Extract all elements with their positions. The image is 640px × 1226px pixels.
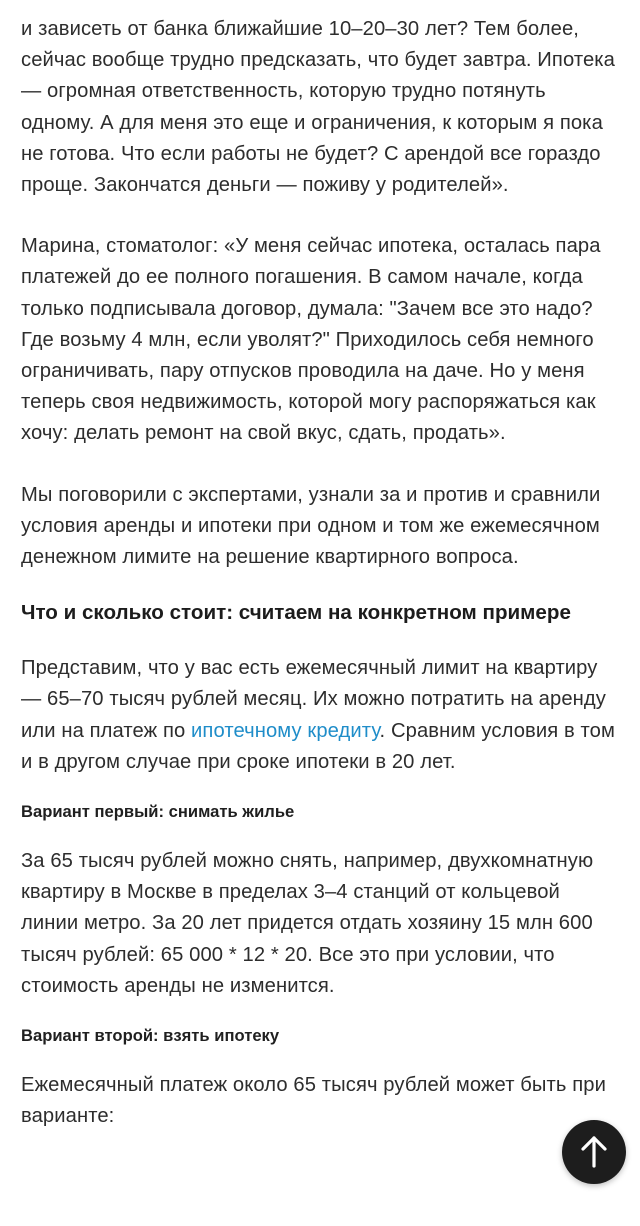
- paragraph-intro-quote: и зависеть от банка ближайшие 10–20–30 лет? Тем более, сейчас вообще трудно предсказать, что будет завтра. Ипотека — огромная ответственность, которую трудно потянуть одному. А для меня это еще и ограничения, к которым я пока не готова. Что если работы не будет? С арендой все гораздо проще. Закончатся деньги — поживу у родителей».: [21, 18, 615, 197]
- arrow-up-icon: [579, 1135, 609, 1169]
- scroll-to-top-button[interactable]: [562, 1120, 626, 1184]
- paragraph-experts: Мы поговорили с экспертами, узнали за и против и сравнили условия аренды и ипотеки при одном и том же ежемесячном денежном лимите на решение квартирного вопроса.: [21, 483, 601, 569]
- paragraph-text-after-link: . Сравним условия в том и в другом случае при сроке ипотеки в 20 лет.: [21, 719, 615, 773]
- subheading-mortgage: Вариант второй: взять ипотеку: [21, 1026, 280, 1046]
- paragraph-rent-option: За 65 тысяч рублей можно снять, например, двухкомнатную квартиру в Москве в пределах 3–4 станций от кольцевой линии метро. За 20 лет придется отдать хозяину 15 млн 600 тысяч рублей: 65 000 * 12 * 20. Все это при условии, что стоимость аренды не изменится.: [21, 850, 594, 997]
- paragraph-mortgage-option: Ежемесячный платеж около 65 тысяч рублей может быть при варианте:: [21, 1074, 606, 1128]
- paragraph-monthly-limit: [21, 653, 622, 778]
- section-heading: Что и сколько стоит: считаем на конкретном примере: [21, 601, 571, 625]
- subheading-rent: Вариант первый: снимать жилье: [21, 802, 295, 822]
- paragraph-text-before-link: Представим, что у вас есть ежемесячный лимит на квартиру — 65–70 тысяч рублей месяц. Их можно потратить на аренду или на платеж по: [21, 657, 606, 742]
- paragraph-marina-quote: Марина, стоматолог: «У меня сейчас ипотека, осталась пара платежей до ее полного погашения. В самом начале, когда только подписывала договор, думала: "Зачем все это надо? Где возьму 4 млн, если уволят?" Приходилось себя немного ограничивать, пару отпусков проводила на даче. Но у меня теперь своя недвижимость, которой могу распоряжаться как хочу: делать ремонт на свой вкус, сдать, продать».: [21, 235, 601, 445]
- article-body: [21, 14, 622, 1132]
- mortgage-loan-link[interactable]: ипотечному кредиту: [191, 719, 380, 742]
